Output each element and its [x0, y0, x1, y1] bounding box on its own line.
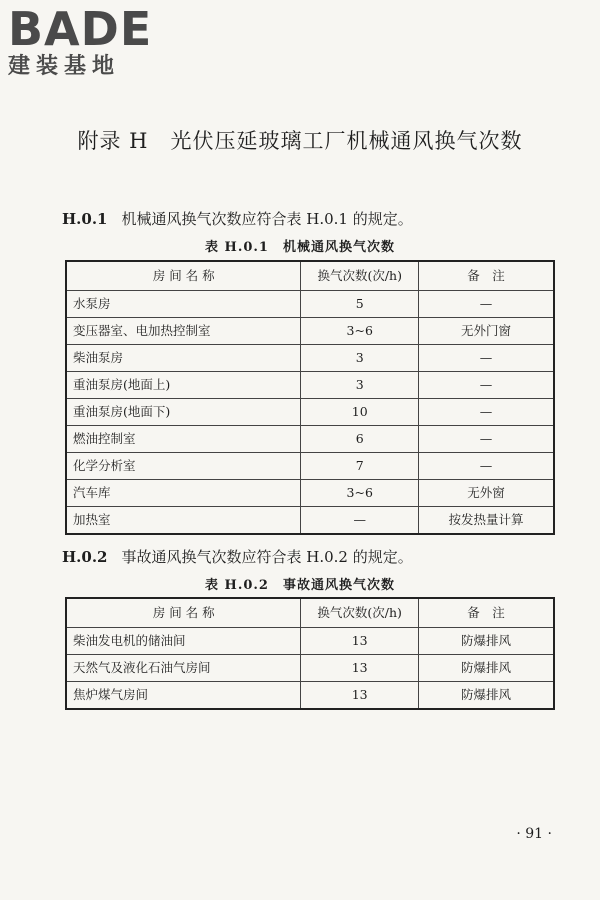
cell-rate: 13 [301, 682, 419, 710]
cell-room: 柴油发电机的储油间 [66, 628, 301, 655]
cell-rate: — [301, 507, 419, 535]
table-caption-h01: 表 H.0.1 机械通风换气次数 [205, 240, 395, 255]
table-row [66, 426, 554, 453]
cell-remark: — [419, 372, 554, 399]
cell-rate: 3 [301, 372, 419, 399]
cell-rate: 7 [301, 453, 419, 480]
clause-h02 [62, 546, 413, 567]
table-h02 [65, 597, 555, 710]
cell-rate: 3~6 [301, 480, 419, 507]
column-header-remark: 备 注 [419, 261, 554, 291]
cell-room: 变压器室、电加热控制室 [66, 318, 301, 345]
table-row [66, 318, 554, 345]
table-row [66, 345, 554, 372]
cell-remark: — [419, 345, 554, 372]
table-h01 [65, 260, 555, 535]
column-header-rate: 换气次数(次/h) [301, 261, 419, 291]
cell-remark: 防爆排风 [419, 655, 555, 682]
column-header-room: 房 间 名 称 [66, 261, 301, 291]
clause-text: 事故通风换气次数应符合表 H.0.2 的规定。 [121, 548, 413, 566]
cell-remark: 按发热量计算 [419, 507, 554, 535]
table-row [66, 628, 554, 655]
cell-room: 化学分析室 [66, 453, 301, 480]
cell-remark: — [419, 453, 554, 480]
cell-rate: 10 [301, 399, 419, 426]
cell-room: 燃油控制室 [66, 426, 301, 453]
cell-remark: — [419, 291, 554, 318]
clause-number: H.0.2 [62, 548, 108, 566]
cell-room: 柴油泵房 [66, 345, 301, 372]
table-header-row [66, 598, 554, 628]
logo-subtitle: 建装基地 [8, 54, 121, 79]
table-row [66, 453, 554, 480]
cell-remark: — [419, 426, 554, 453]
page-number: · 91 · [516, 826, 552, 842]
clause-h01 [62, 208, 413, 229]
cell-rate: 13 [301, 628, 419, 655]
cell-remark: 无外窗 [419, 480, 554, 507]
cell-rate: 5 [301, 291, 419, 318]
cell-room: 重油泵房(地面上) [66, 372, 301, 399]
cell-room: 焦炉煤气房间 [66, 682, 301, 710]
cell-room: 天然气及液化石油气房间 [66, 655, 301, 682]
table-row [66, 372, 554, 399]
table-caption-h02: 表 H.0.2 事故通风换气次数 [205, 578, 395, 593]
clause-text: 机械通风换气次数应符合表 H.0.1 的规定。 [121, 210, 413, 228]
table-row [66, 480, 554, 507]
cell-room: 汽车库 [66, 480, 301, 507]
column-header-rate: 换气次数(次/h) [301, 598, 419, 628]
brand-logo [8, 2, 153, 80]
cell-remark: 防爆排风 [419, 628, 555, 655]
cell-rate: 3 [301, 345, 419, 372]
cell-room: 重油泵房(地面下) [66, 399, 301, 426]
cell-remark: — [419, 399, 554, 426]
appendix-title: 附录 H 光伏压延玻璃工厂机械通风换气次数 [77, 129, 523, 153]
cell-rate: 6 [301, 426, 419, 453]
cell-rate: 13 [301, 655, 419, 682]
table-row [66, 655, 554, 682]
column-header-room: 房 间 名 称 [66, 598, 301, 628]
table-row [66, 291, 554, 318]
clause-number: H.0.1 [62, 210, 108, 228]
table-header-row [66, 261, 554, 291]
column-header-remark: 备 注 [419, 598, 555, 628]
cell-rate: 3~6 [301, 318, 419, 345]
cell-remark: 无外门窗 [419, 318, 554, 345]
logo-mark: BADE [8, 2, 153, 56]
table-row [66, 507, 554, 535]
cell-remark: 防爆排风 [419, 682, 555, 710]
cell-room: 加热室 [66, 507, 301, 535]
table-row [66, 682, 554, 710]
table-row [66, 399, 554, 426]
cell-room: 水泵房 [66, 291, 301, 318]
